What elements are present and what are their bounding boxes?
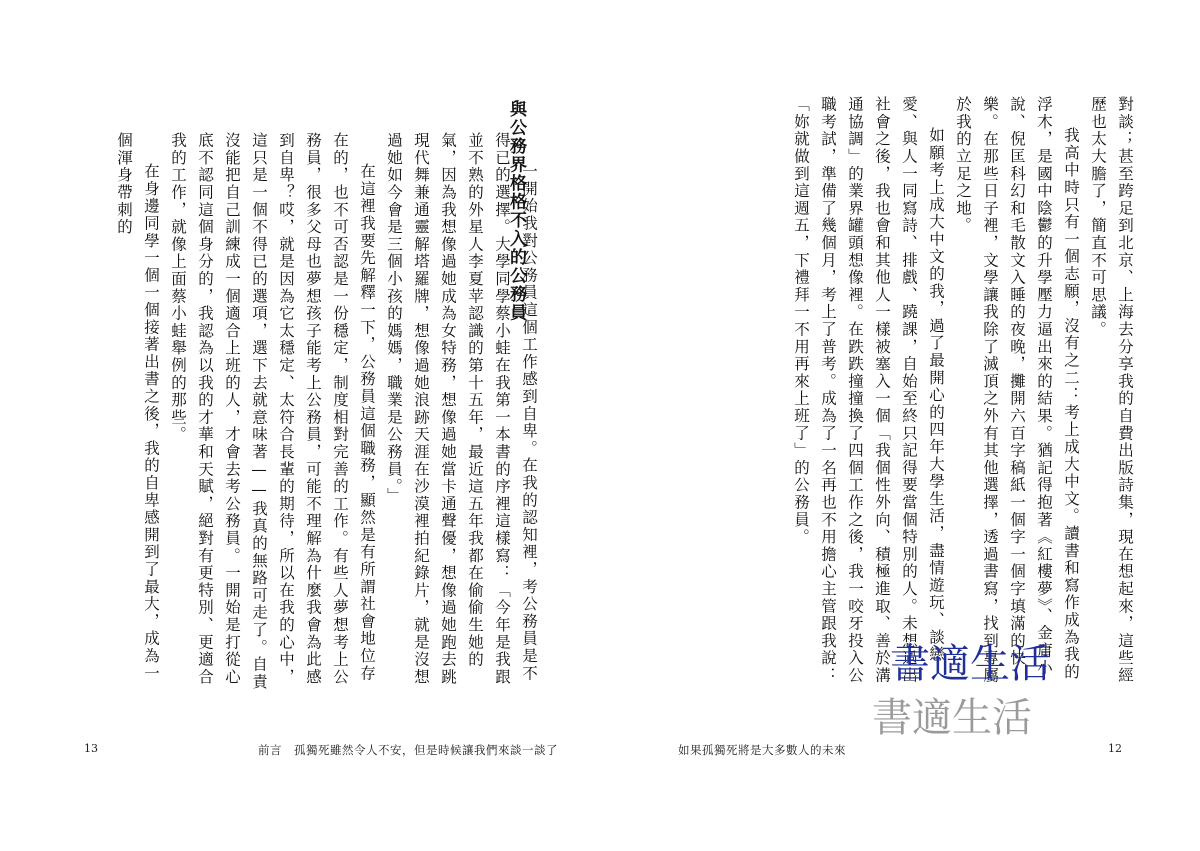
paragraph: 在這裡我要先解釋一下，公務員這個職務，顯然是有所謂社會地位存在的，也不可否認是一份穩定，制度相對完善的工作。有些人夢想考上公務員，很多父母也夢想孩子能考上公務員，可能不理解為什麼我會為此感到自卑？哎，就是因為它太穩定、太符合長輩的期待，所以在我的心中，這只是一個不得已的選項，選下去就意味著——我真的無路可走了。自責沒能把自己訓練成一個適合上班的人，才會去考公務員。一開始是打從心底不認同這個身分的，我認為以我的才華和天賦，絕對有更特別、更適合我的工作，就像上面蔡小蛙舉例的那些。 — [169, 132, 376, 691]
left-page-body — [115, 132, 542, 692]
paragraph: 一開始我對公務員這個工作感到自卑。在我的認知裡，考公務員是不得已的選擇。大學同學蔡小蛙在我第一本書的序裡這樣寫：「今年是我跟並不熟的外星人李夏苹認識的第十五年，最近這五年我都在偷偷生她的氣，因為我想像過她成為女特務，想像過她當卡通聲優，想像過她跑去跳現代舞兼通靈解塔羅牌，想像過她浪跡天涯在沙漠裡拍紀錄片，就是沒想過她如今會是三個小孩的媽媽，職業是公務員。」 — [385, 132, 538, 686]
right-page-body — [773, 96, 1138, 691]
running-head: 如果孤獨死將是大多數人的未來 — [678, 743, 846, 757]
page-number: 12 — [1108, 742, 1122, 755]
paragraph: 對談；甚至跨足到北京、上海去分享我的自費出版詩集，現在想起來，這些經歷也太大膽了，簡直不可思議。 — [1089, 96, 1134, 685]
section-heading: 與公務界格格不入的公務員 — [506, 100, 526, 322]
watermark-logo-gray: 書適生活 — [872, 695, 1032, 741]
watermark-logo-blue: 書適生活 — [890, 641, 1050, 687]
page-number: 13 — [84, 742, 98, 755]
paragraph: 我高中時只有一個志願，沒有之二：考上成大中文。讀書和寫作成為我的浮木，是國中陰鬱的升學壓力逼出來的結果。猶記得抱著《紅樓夢》、金庸小說、倪匡科幻和毛散文入睡的夜晚，攤開六百字稿紙一個字一個字填滿的快樂。在那些日子裡，文學讓我除了滅頂之外有其他選擇，透過書寫，找到專屬於我的立足之地。 — [954, 96, 1080, 685]
paragraph: 如願考上成大中文的我，過了最開心的四年大學生活，盡情遊玩、談戀愛、與人一同寫詩、排戲、蹺課，自始至終只記得要當個特別的人。未想過出社會之後，我也會和其他人一樣被塞入一個「我個性外向、積極進取、善於溝通協調」的業界罐頭想像裡。在跌跌撞撞換了四個工作之後，我一咬牙投入公職考試，準備了幾個月，考上了普考。成為了一名再也不用擔心主管跟我說：「妳就做到這週五，下禮拜一不用再來上班了」的公務員。 — [792, 96, 945, 685]
running-head: 前言 孤獨死雖然令人不安，但是時候讓我們來談一談了 — [258, 743, 558, 757]
paragraph: 在身邊同學一個一個接著出書之後，我的自卑感開到了最大，成為一個渾身帶刺的 — [115, 132, 160, 682]
